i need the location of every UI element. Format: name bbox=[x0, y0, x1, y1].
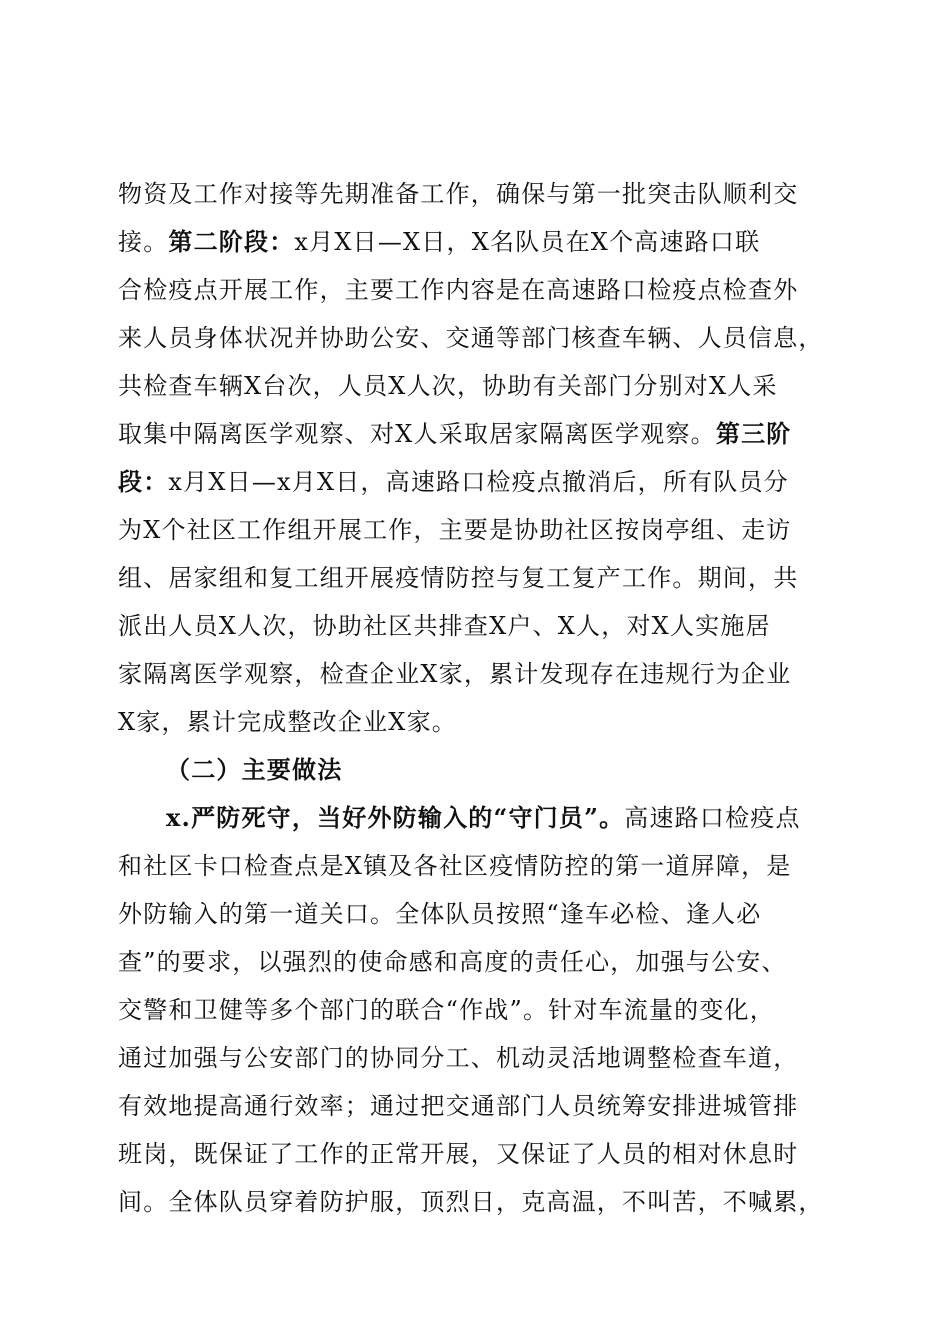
stage-two-heading: 第二阶段： bbox=[168, 227, 295, 256]
text-line: 通过加强与公安部门的协同分工、机动灵活地调整检查车道， bbox=[118, 1044, 799, 1072]
section-heading: （二）主要做法 bbox=[166, 755, 343, 784]
text-line: X家，累计完成整改企业X家。 bbox=[118, 708, 457, 736]
text-line: 班岗，既保证了工作的正常开展，又保证了人员的相对休息时 bbox=[118, 1140, 799, 1168]
text-line: x.严防死守，当好外防输入的“守门员”。高速路口检疫点 bbox=[166, 803, 801, 832]
text-line: 为X个社区工作组开展工作，主要是协助社区按岗亭组、走访 bbox=[118, 516, 792, 544]
text-line: 合检疫点开展工作，主要工作内容是在高速路口检疫点检查外 bbox=[118, 276, 799, 304]
text-line: 交警和卫健等多个部门的联合“作战”。针对车流量的变化， bbox=[118, 996, 775, 1024]
text-line: 间。全体队员穿着防护服，顶烈日，克高温，不叫苦，不喊累， bbox=[118, 1188, 824, 1216]
text-line: 取集中隔离医学观察、对X人采取居家隔离医学观察。第三阶 bbox=[118, 419, 792, 448]
practice-heading: x.严防死守，当好外防输入的“守门员”。 bbox=[166, 803, 625, 832]
stage-three-heading: 第三阶 bbox=[715, 419, 792, 448]
stage-three-heading-cont: 段： bbox=[118, 467, 169, 496]
text-line: 有效地提高通行效率；通过把交通部门人员统筹安排进城管排 bbox=[118, 1092, 799, 1120]
text-line: 和社区卡口检查点是X镇及各社区疫情防控的第一道屏障，是 bbox=[118, 852, 792, 880]
text-line: 外防输入的第一道关口。全体队员按照“逢车必检、逢人必 bbox=[118, 900, 762, 928]
text-line: 查”的要求，以强烈的使命感和高度的责任心，加强与公安、 bbox=[118, 948, 787, 976]
text-line: 来人员身体状况并协助公安、交通等部门核查车辆、人员信息， bbox=[118, 324, 824, 352]
text-line: 家隔离医学观察，检查企业X家，累计发现存在违规行为企业 bbox=[118, 660, 792, 688]
text-line: 派出人员X人次，协助社区共排查X户、X人，对X人实施居 bbox=[118, 612, 771, 640]
text-line: 组、居家组和复工组开展疫情防控与复工复产工作。期间，共 bbox=[118, 564, 799, 592]
text-line: 段：x月X日—x月X日，高速路口检疫点撤消后，所有队员分 bbox=[118, 467, 789, 496]
text-line: 接。第二阶段：x月X日—X日，X名队员在X个高速路口联 bbox=[118, 227, 761, 256]
text-line: 共检查车辆X台次，人员X人次，协助有关部门分别对X人采 bbox=[118, 372, 778, 400]
text-line: 物资及工作对接等先期准备工作，确保与第一批突击队顺利交 bbox=[118, 180, 799, 208]
